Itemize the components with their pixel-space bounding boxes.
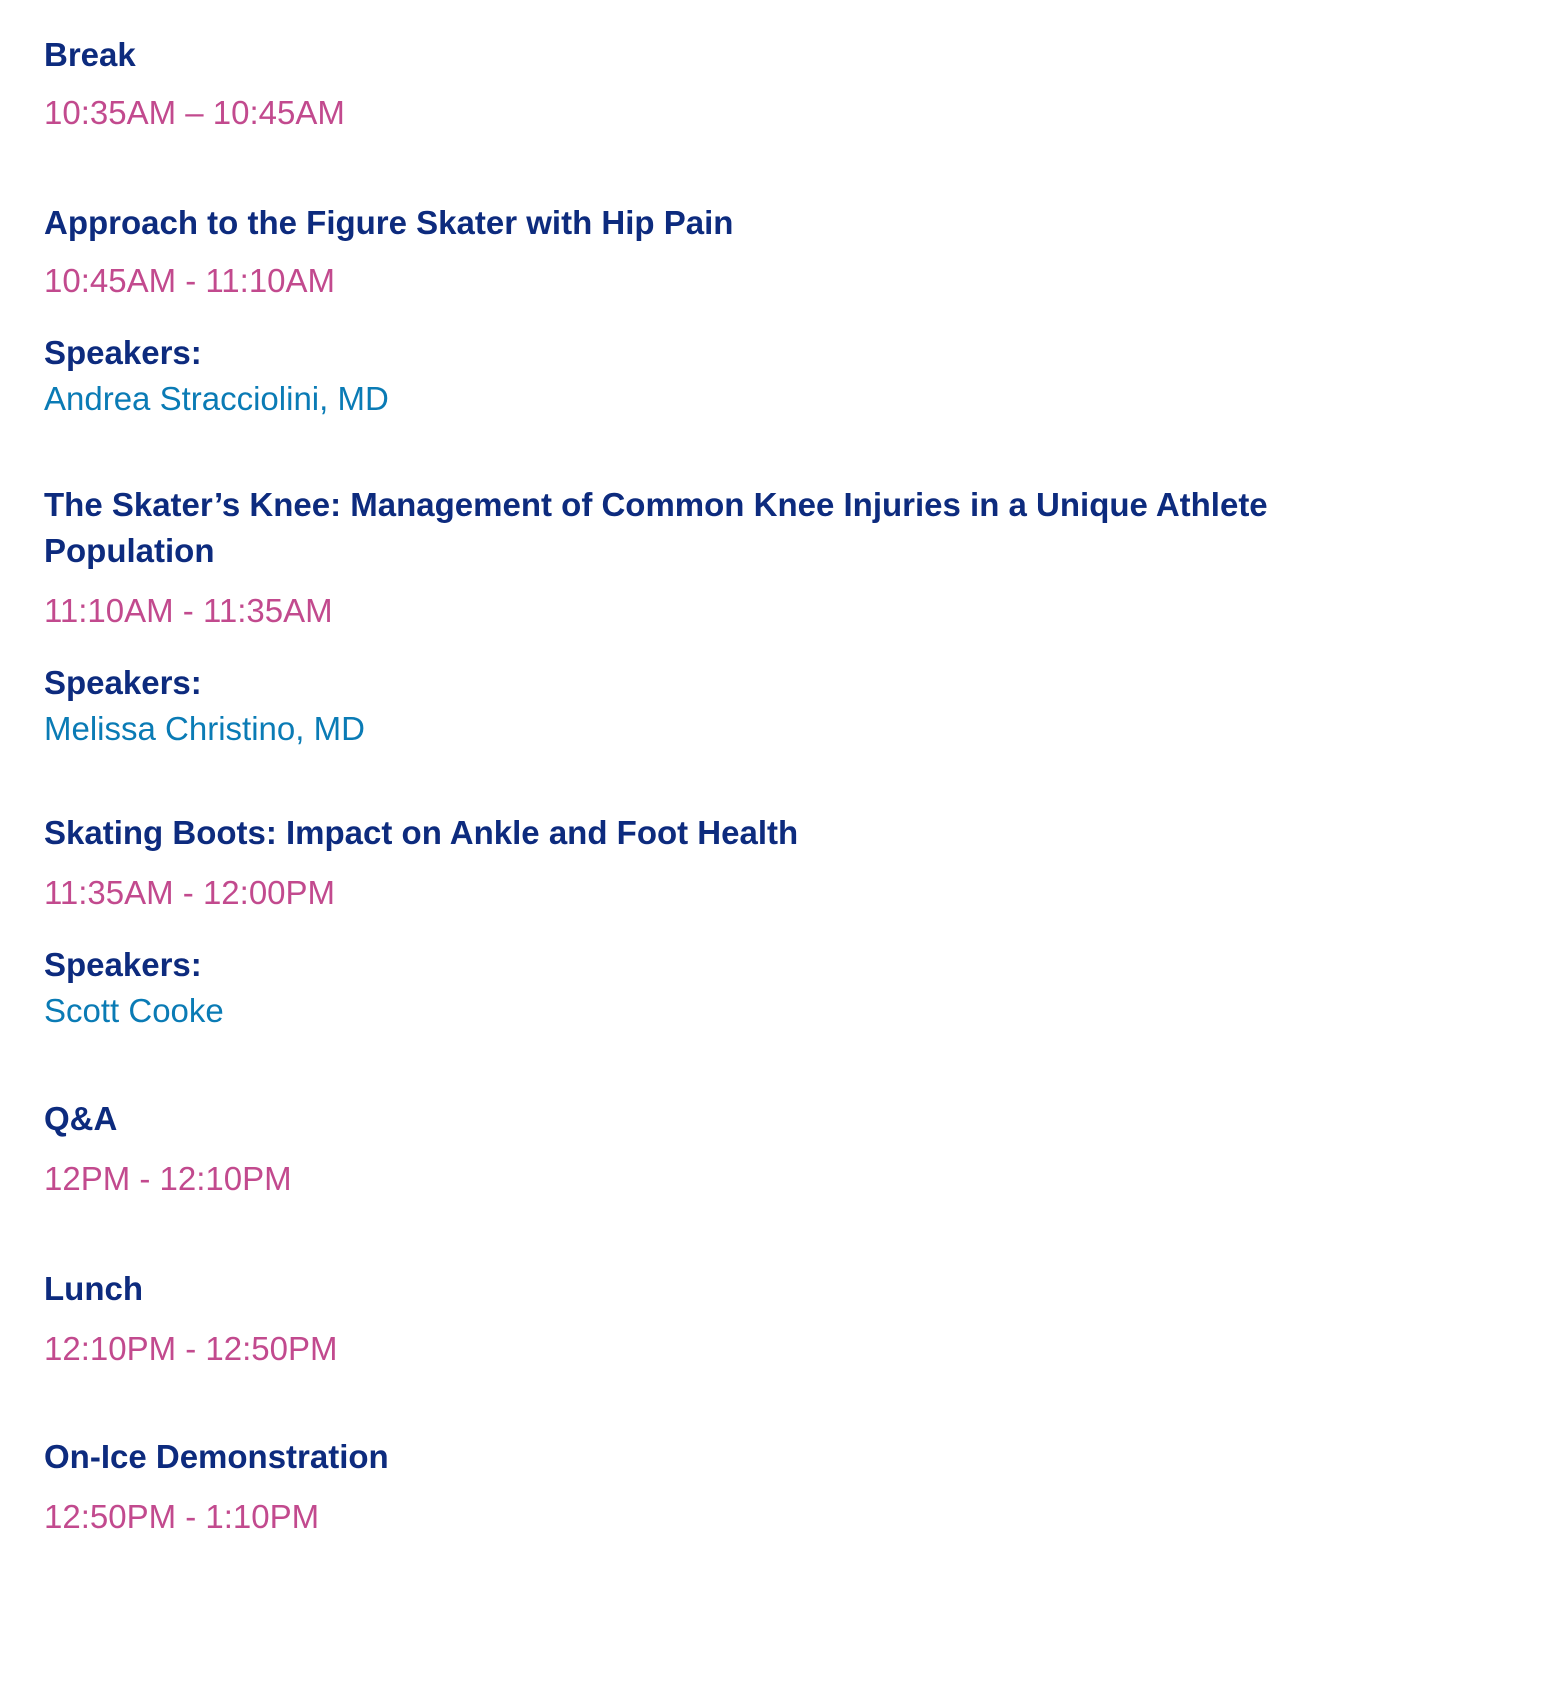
session-time: 10:45AM - 11:10AM — [44, 262, 336, 299]
speakers-label: Speakers: — [44, 946, 202, 983]
speakers-label: Speakers: — [44, 664, 202, 701]
speaker-link[interactable]: Melissa Christino, MD — [44, 710, 365, 747]
session-title: On-Ice Demonstration — [44, 1438, 389, 1475]
session-title: Lunch — [44, 1270, 143, 1307]
agenda-session-skating-boots — [44, 810, 1484, 1034]
session-time: 11:35AM - 12:00PM — [44, 874, 336, 911]
agenda-session-lunch — [44, 1266, 1484, 1372]
session-title: Q&A — [44, 1100, 118, 1137]
session-title: Approach to the Figure Skater with Hip Pain — [44, 204, 734, 241]
session-time: 12:50PM - 1:10PM — [44, 1498, 320, 1535]
agenda-session-qa — [44, 1096, 1484, 1202]
session-title: Break — [44, 36, 136, 73]
agenda-session-on-ice-demo — [44, 1434, 1484, 1540]
session-title: The Skater’s Knee: Management of Common Knee Injuries in a Unique Athlete Population — [44, 486, 1268, 569]
agenda-session-skaters-knee — [44, 482, 1484, 752]
session-title: Skating Boots: Impact on Ankle and Foot Health — [44, 814, 799, 851]
speaker-link[interactable]: Scott Cooke — [44, 992, 224, 1029]
agenda-session-break — [44, 32, 1484, 136]
session-time: 12:10PM - 12:50PM — [44, 1330, 338, 1367]
session-time: 12PM - 12:10PM — [44, 1160, 292, 1197]
agenda-session-hip-pain — [44, 200, 1484, 422]
speaker-link[interactable]: Andrea Stracciolini, MD — [44, 380, 389, 417]
speakers-label: Speakers: — [44, 334, 202, 371]
session-time: 10:35AM – 10:45AM — [44, 94, 345, 131]
session-time: 11:10AM - 11:35AM — [44, 592, 333, 629]
